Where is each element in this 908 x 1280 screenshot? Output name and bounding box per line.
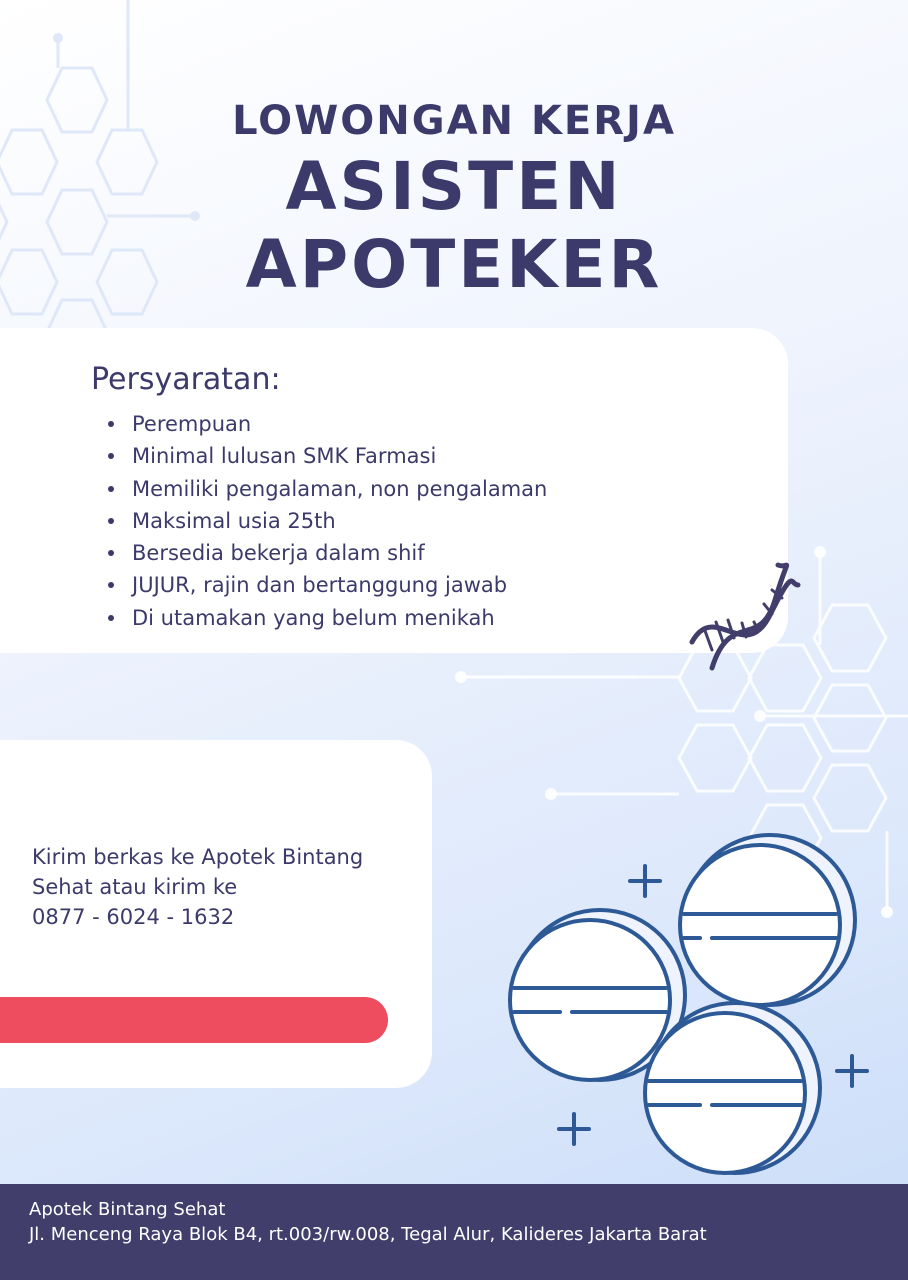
contact-phone: 0877 - 6024 - 1632 <box>32 905 235 929</box>
list-item: Perempuan <box>108 408 547 440</box>
list-item: JUJUR, rajin dan bertanggung jawab <box>108 569 547 601</box>
headline-lowongan-kerja: LOWONGAN KERJA <box>232 98 676 144</box>
list-item: Memiliki pengalaman, non pengalaman <box>108 473 547 505</box>
requirements-title: Persyaratan: <box>91 362 281 397</box>
list-item: Bersedia bekerja dalam shif <box>108 537 547 569</box>
list-item: Di utamakan yang belum menikah <box>108 602 547 634</box>
footer-address: Jl. Menceng Raya Blok B4, rt.003/rw.008, Tegal Alur, Kalideres Jakarta Barat <box>29 1224 707 1245</box>
list-item: Minimal lulusan SMK Farmasi <box>108 440 547 472</box>
footer-pharmacy-name: Apotek Bintang Sehat <box>29 1199 226 1220</box>
contact-line-2: Sehat atau kirim ke <box>32 875 238 899</box>
headline-apoteker: APOTEKER <box>245 226 663 303</box>
contact-line-1: Kirim berkas ke Apotek Bintang <box>32 845 364 869</box>
headline-asisten: ASISTEN <box>285 148 623 225</box>
list-item: Maksimal usia 25th <box>108 505 547 537</box>
